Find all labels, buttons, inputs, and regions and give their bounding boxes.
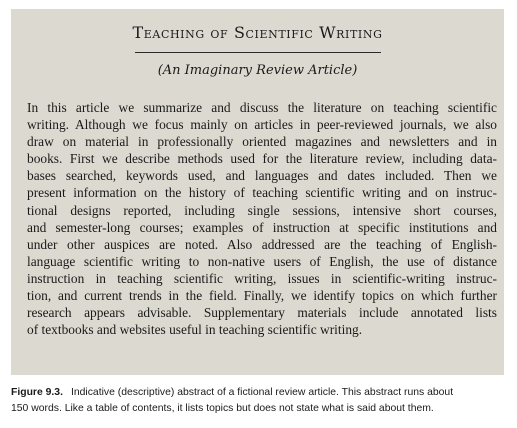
abstract-line: of textbooks and websites useful in teaching scientific writing.: [27, 322, 363, 338]
abstract-line: instruction in teaching scientific writing, issues in scientific-writing instruc-: [27, 270, 497, 286]
figure-label: Figure 9.3.: [11, 387, 63, 398]
abstract-line: present information on the history of teaching scientific writing and on instruc-: [27, 185, 497, 201]
abstract-line: writing. Although we focus mainly on articles in peer-reviewed journals, we also: [27, 117, 497, 133]
abstract-line: draw on material in professionally oriented magazines and newsletters and in: [27, 134, 497, 150]
figure-caption: [11, 385, 511, 416]
caption-line: [11, 385, 511, 401]
caption-text: Indicative (descriptive) abstract of a fictional review article. This abstract runs about: [70, 387, 454, 398]
abstract-line: under other auspices are noted. Also addressed are the teaching of English-: [27, 236, 497, 252]
caption-line: 150 words. Like a table of contents, it lists topics but does not state what is said about them.: [11, 402, 434, 414]
abstract-line: bases searched, keywords used, and languages and dates included. Then we: [27, 168, 497, 184]
article-title: Teaching of Scientific Writing: [132, 23, 383, 42]
abstract-line: books. First we describe methods used for the literature review, including data-: [27, 151, 497, 167]
abstract-line: In this article we summarize and discuss the literature on teaching scientific: [27, 100, 497, 115]
article-subtitle: (An Imaginary Review Article): [157, 63, 358, 78]
abstract-line: research appears advisable. Supplementary materials include annotated lists: [27, 305, 497, 321]
abstract-body: [27, 99, 497, 338]
abstract-line: and semester-long courses; examples of instruction at specific institutions and: [27, 219, 497, 235]
abstract-box: [11, 9, 504, 375]
abstract-line: language scientific writing to non-native users of English, the use of distance: [27, 253, 497, 269]
title-divider: [135, 52, 381, 53]
abstract-line: tional designs reported, including single sessions, intensive short courses,: [27, 202, 497, 218]
abstract-line: tion, and current trends in the field. Finally, we identify topics on which further: [27, 288, 497, 304]
